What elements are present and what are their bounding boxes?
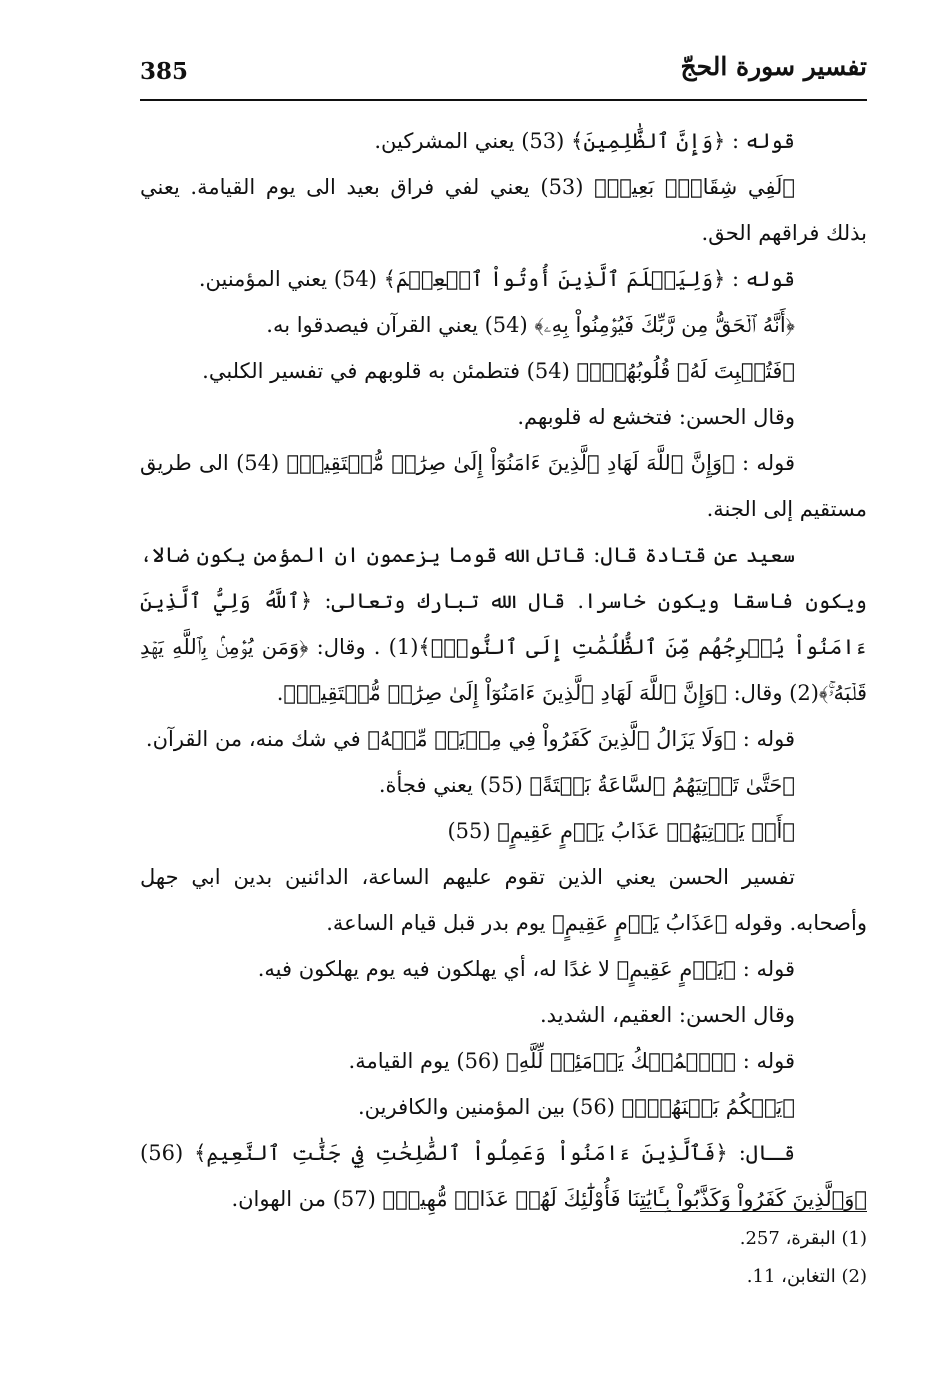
paragraph-5: ﴿فَتُخۡبِتَ لَهُۥ قُلُوبُهُمۡۗ﴾ (54) فتطمئن به قلوبهم في تفسير الكلبي. [202, 359, 795, 383]
paragraph-12: تفسير الحسن يعني الذين تقوم عليهم الساعة، الدائنين بدين ابي جهل وأصحابه. وقوله ﴿عَذَابُ يَوۡمٍ عَقِيمٍ﴾ يوم بدر قبل قيام الساعة. [140, 865, 867, 935]
paragraph-9: قوله : ﴿وَلَا يَزَالُ ٱلَّذِينَ كَفَرُواْ فِي مِرۡيَةٖ مِّنۡهُ﴾ في شك منه، من القرآن. [145, 727, 795, 751]
paragraph-11: ﴿أَوۡ يَأۡتِيَهُمۡ عَذَابُ يَوۡمٍ عَقِيمٍ﴾ (55) [447, 819, 795, 843]
page-number: 385 [140, 58, 189, 85]
footnotes [467, 1220, 867, 1296]
paragraph-8: سعيد عن قتادة قال: قاتل الله قوما يزعمون ان المؤمن يكون ضالا، ويكون فاسقا ويكون خاسرا. قال الله تبارك وتعالى: ﴿ٱللَّهُ وَلِيُّ ٱلَّذِينَ ءَامَنُواْ يُخۡرِجُهُم مِّنَ ٱلظُّلُمَٰتِ إِلَى ٱلنُّورِۖ﴾(1) . وقال: ﴿وَمَن يُؤۡمِنۢ بِٱللَّهِ يَهۡدِ قَلۡبَهُۥۚ﴾(2) وقال: ﴿وَإِنَّ ٱللَّهَ لَهَادِ ٱلَّذِينَ ءَامَنُوٓاْ إِلَىٰ صِرَٰطٖ مُّسۡتَقِيمٖ﴾. [140, 543, 867, 705]
paragraph-7: قوله : ﴿وَإِنَّ ٱللَّهَ لَهَادِ ٱلَّذِينَ ءَامَنُوٓاْ إِلَىٰ صِرَٰطٖ مُّسۡتَقِيمٖ﴾ (54) الى طريق مستقيم إلى الجنة. [140, 451, 867, 521]
footnote-2: (2) التغابن، 11. [746, 1266, 867, 1287]
page-header [140, 52, 867, 92]
paragraph-2: ﴿لَفِي شِقَاقٍۭ بَعِيدٖ﴾ (53) يعني لفي فراق بعيد الى يوم القيامة. يعني بذلك فراقهم الحق. [140, 175, 867, 245]
paragraph-13: قوله : ﴿يَوۡمٍ عَقِيمٍ﴾ لا غدًا له، أي يهلكون فيه يوم يهلكون فيه. [257, 957, 795, 981]
paragraph-17: قـال: ﴿فَٱلَّذِينَ ءَامَنُواْ وَعَمِلُواْ ٱلصَّٰلِحَٰتِ فِي جَنَّٰتِ ٱلنَّعِيمِ﴾ (56) ﴿وَٱلَّذِينَ كَفَرُواْ وَكَذَّبُواْ بِـَٔايَٰتِنَا فَأُوْلَٰٓئِكَ لَهُمۡ عَذَابٞ مُّهِينٞ﴾ (57) من الهوان. [140, 1141, 867, 1211]
paragraph-6: وقال الحسن: فتخشع له قلوبهم. [517, 405, 795, 429]
page-body [140, 118, 867, 1222]
footnote-1: (1) البقرة، 257. [739, 1228, 867, 1249]
paragraph-3: قوله : ﴿وَلِيَعۡلَمَ ٱلَّذِينَ أُوتُواْ ٱلۡعِلۡمَ﴾ (54) يعني المؤمنين. [198, 267, 795, 291]
paragraph-10: ﴿حَتَّىٰ تَأۡتِيَهُمُ ٱلسَّاعَةُ بَغۡتَةً﴾ (55) يعني فجأة. [378, 773, 795, 797]
header-divider [140, 99, 867, 101]
paragraph-15: قوله : ﴿ٱلۡمُلۡكُ يَوۡمَئِذٖ لِّلَّهِ﴾ (56) يوم القيامة. [348, 1049, 795, 1073]
footnote-divider [640, 1211, 867, 1212]
running-title: تفسير سورة الحجّ [680, 52, 867, 81]
paragraph-4: ﴿أَنَّهُ ٱلۡحَقُّ مِن رَّبِّكَ فَيُؤۡمِنُواْ بِهِۦ﴾ (54) يعني القرآن فيصدقوا به. [266, 313, 795, 337]
paragraph-14: وقال الحسن: العقيم، الشديد. [539, 1003, 795, 1027]
paragraph-16: ﴿يَحۡكُمُ بَيۡنَهُمۡۚ﴾ (56) بين المؤمنين والكافرين. [357, 1095, 795, 1119]
paragraph-1: قوله : ﴿وَإِنَّ ٱلظَّٰلِمِينَ﴾ (53) يعني المشركين. [374, 129, 795, 153]
